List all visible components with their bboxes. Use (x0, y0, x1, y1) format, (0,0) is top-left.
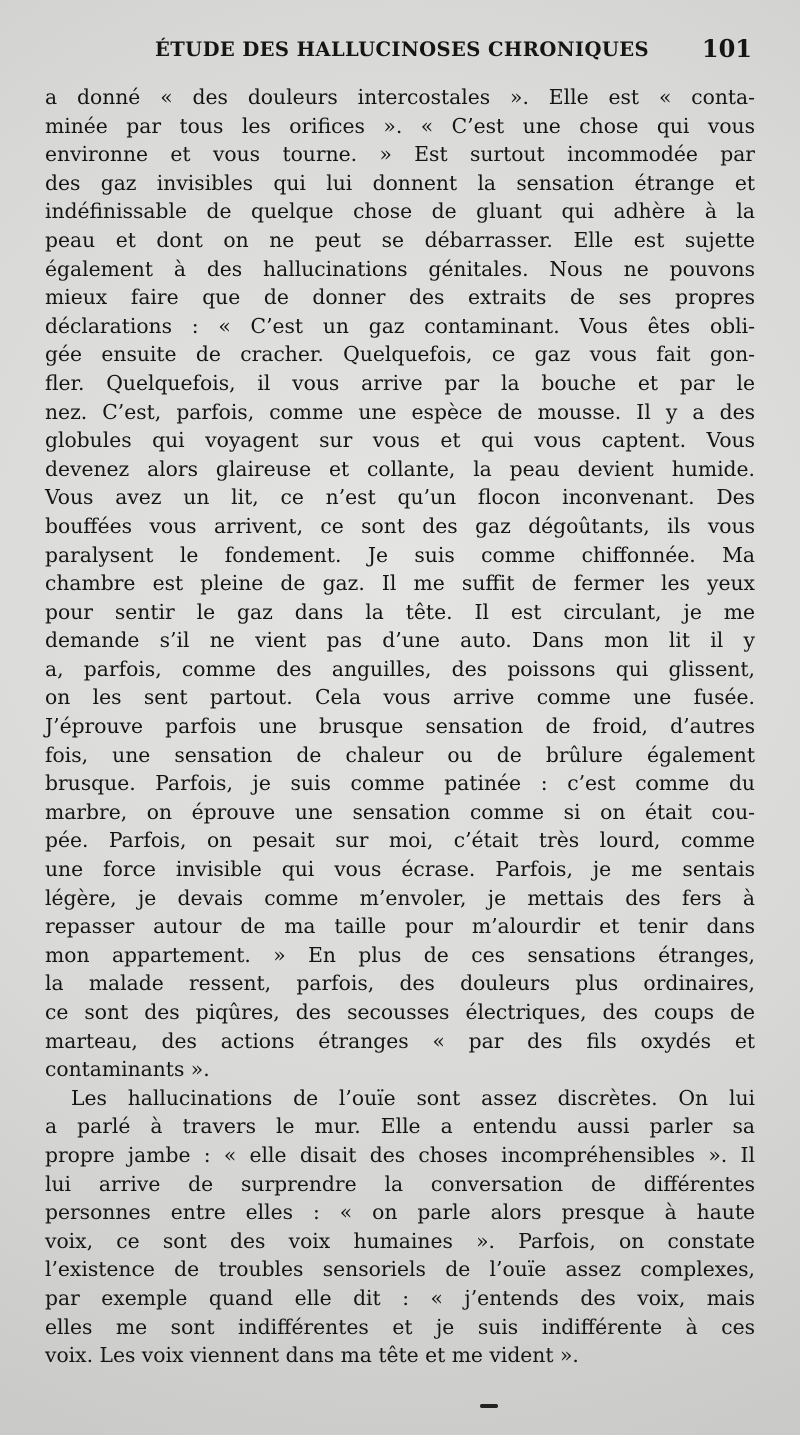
text-line: elles me sont indifférentes et je suis indifférente à ces (45, 1314, 755, 1339)
paragraph-end-line: contaminants ». (45, 1057, 210, 1082)
text-line: personnes entre elles : « on parle alors presque à haute (45, 1200, 755, 1225)
text-line: chambre est pleine de gaz. Il me suffit de fermer les yeux (45, 571, 755, 596)
text-line: globules qui voyagent sur vous et qui vous captent. Vous (45, 428, 755, 453)
page-number: 101 (701, 34, 752, 63)
footer-mark (480, 1404, 498, 1408)
text-line: fler. Quelquefois, il vous arrive par la bouche et par le (45, 370, 755, 395)
text-line: a, parfois, comme des anguilles, des poissons qui glissent, (45, 656, 755, 681)
text-line: mieux faire que de donner des extraits de ses propres (45, 285, 755, 310)
running-title: ÉTUDE DES HALLUCINOSES CHRONIQUES (155, 38, 649, 61)
text-line: propre jambe : « elle disait des choses incompréhensibles ». Il (45, 1142, 755, 1167)
text-line: l’existence de troubles sensoriels de l’ouïe assez complexes, (45, 1257, 755, 1282)
text-line: également à des hallucinations génitales. Nous ne pouvons (45, 256, 755, 281)
text-line: indéfinissable de quelque chose de gluant qui adhère à la (45, 199, 755, 224)
text-line: nez. C’est, parfois, comme une espèce de mousse. Il y a des (45, 399, 755, 424)
text-line: paralysent le fondement. Je suis comme chiffonnée. Ma (45, 542, 755, 567)
text-line: des gaz invisibles qui lui donnent la sensation étrange et (45, 170, 755, 195)
text-line: ce sont des piqûres, des secousses électriques, des coups de (45, 1000, 755, 1024)
text-line: a donné « des douleurs intercostales ». Elle est « conta- (45, 85, 755, 109)
text-line: pour sentir le gaz dans la tête. Il est circulant, je me (45, 599, 755, 624)
text-line: lui arrive de surprendre la conversation de différentes (45, 1171, 755, 1196)
text-line: marteau, des actions étranges « par des fils oxydés et (45, 1028, 755, 1053)
text-line: on les sent partout. Cela vous arrive comme une fusée. (45, 685, 755, 710)
text-line: demande s’il ne vient pas d’une auto. Dans mon lit il y (45, 628, 755, 653)
text-line: déclarations : « C’est un gaz contaminant. Vous êtes obli- (45, 313, 755, 338)
text-line: devenez alors glaireuse et collante, la peau devient humide. (45, 456, 755, 481)
text-line: J’éprouve parfois une brusque sensation de froid, d’autres (45, 714, 755, 739)
text-line: mon appartement. » En plus de ces sensations étranges, (45, 942, 755, 967)
text-line: bouffées vous arrivent, ce sont des gaz dégoûtants, ils vous (45, 513, 755, 538)
paragraph-start-line: Les hallucinations de l’ouïe sont assez discrètes. On lui (71, 1085, 755, 1110)
text-line: légère, je devais comme m’envoler, je mettais des fers à (45, 885, 755, 910)
text-line: environne et vous tourne. » Est surtout incommodée par (45, 142, 755, 167)
text-line: pée. Parfois, on pesait sur moi, c’était très lourd, comme (45, 828, 755, 853)
text-line: a parlé à travers le mur. Elle a entendu aussi parler sa (45, 1114, 755, 1139)
body-text (45, 83, 755, 1370)
text-line: la malade ressent, parfois, des douleurs plus ordinaires, (45, 971, 755, 996)
text-line: voix, ce sont des voix humaines ». Parfois, on constate (45, 1228, 755, 1253)
text-line: par exemple quand elle dit : « j’entends des voix, mais (45, 1285, 755, 1310)
text-line: brusque. Parfois, je suis comme patinée : c’est comme du (45, 771, 755, 796)
text-line: peau et dont on ne peut se débarrasser. Elle est sujette (45, 227, 755, 252)
text-line: une force invisible qui vous écrase. Parfois, je me sentais (45, 857, 755, 882)
paragraph-end-line: voix. Les voix viennent dans ma tête et me vident ». (45, 1343, 579, 1368)
text-line: gée ensuite de cracher. Quelquefois, ce gaz vous fait gon- (45, 342, 755, 367)
text-line: fois, une sensation de chaleur ou de brûlure également (45, 742, 755, 767)
text-line: Vous avez un lit, ce n’est qu’un flocon inconvenant. Des (45, 485, 755, 510)
text-line: minée par tous les orifices ». « C’est une chose qui vous (45, 113, 755, 138)
text-line: repasser autour de ma taille pour m’alourdir et tenir dans (45, 914, 755, 939)
text-line: marbre, on éprouve une sensation comme si on était cou- (45, 799, 755, 824)
